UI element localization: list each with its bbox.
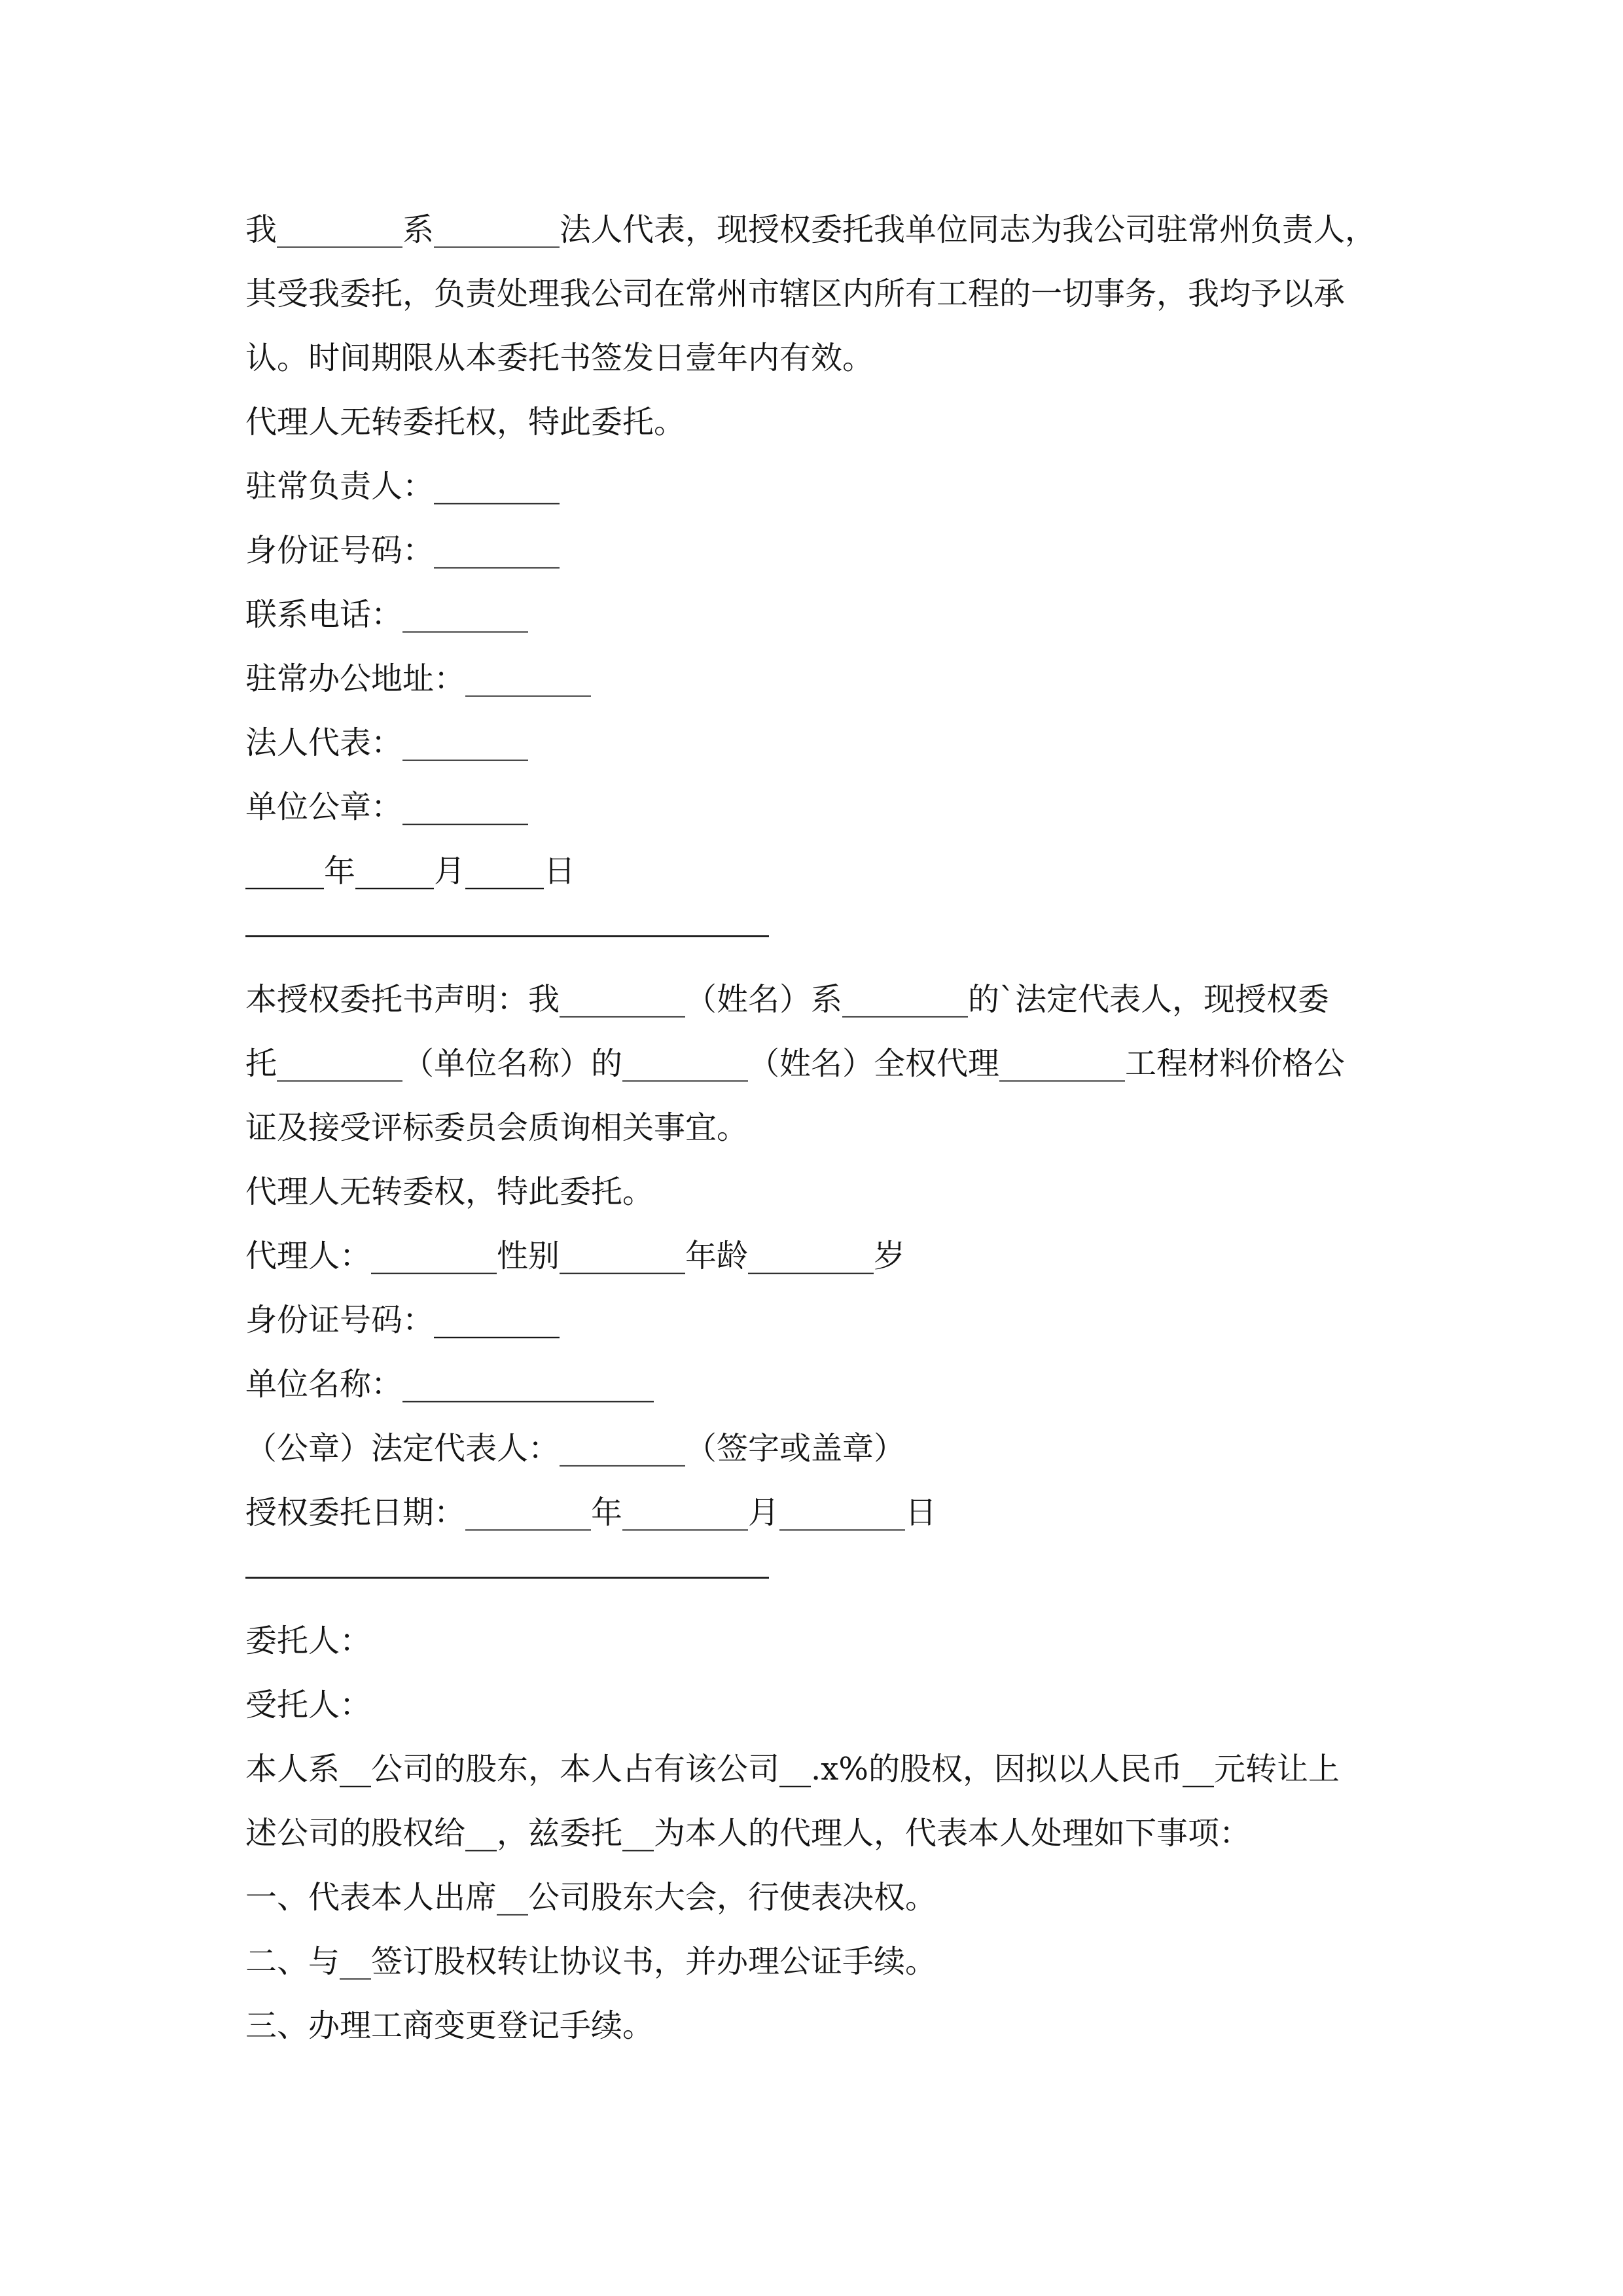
field-trustee: 受托人： [245, 1687, 372, 1723]
text-line: 我________系________法人代表，现授权委托我单位同志为我公司驻常州负责人， [245, 211, 1377, 248]
text-line: 本人系__公司的股东，本人占有该公司__.x%的股权，因拟以人民币__元转让上 [245, 1751, 1340, 1787]
field-legal-representative-signature: （公章）法定代表人：________（签字或盖章） [245, 1430, 906, 1467]
field-phone: 联系电话：________ [245, 596, 529, 633]
field-authorization-date: 授权委托日期：________年________月________日 [245, 1494, 937, 1531]
section-proxy-statement [245, 967, 1397, 1545]
list-item: 二、与__签订股权转让协议书，并办理公证手续。 [245, 1943, 937, 1980]
text-line: 认。时间期限从本委托书签发日壹年内有效。 [245, 340, 874, 376]
section-divider [245, 903, 1397, 967]
text-line: 代理人无转委托权，特此委托。 [245, 404, 686, 440]
text-line: 其受我委托，负责处理我公司在常州市辖区内所有工程的一切事务，我均予以承 [245, 276, 1346, 312]
field-id-number: 身份证号码：________ [245, 1302, 560, 1338]
field-office-address: 驻常办公地址：________ [245, 660, 592, 697]
field-company-name: 单位名称：________________ [245, 1366, 654, 1403]
list-item: 三、办理工商变更登记手续。 [245, 2007, 654, 2044]
field-principal: 委托人： [245, 1623, 372, 1659]
section-equity-transfer [245, 1609, 1397, 2058]
field-legal-representative: 法人代表：________ [245, 725, 529, 761]
field-id-number: 身份证号码：________ [245, 532, 560, 569]
text-line: 本授权委托书声明：我________（姓名）系________的`法定代表人，现授权委 [245, 981, 1330, 1018]
text-line: 托________（单位名称）的________（姓名）全权代理________工程材料价格公 [245, 1045, 1346, 1082]
section-branch-authorization [245, 198, 1397, 903]
list-item: 一、代表本人出席__公司股东大会，行使表决权。 [245, 1879, 937, 1916]
field-resident-manager: 驻常负责人：________ [245, 468, 560, 505]
field-agent-info: 代理人：________性别________年龄________岁 [245, 1238, 906, 1274]
section-divider [245, 1545, 1397, 1609]
document-body [245, 198, 1397, 2058]
field-company-seal: 单位公章：________ [245, 789, 529, 825]
text-line: 证及接受评标委员会质询相关事宜。 [245, 1109, 749, 1146]
text-line: 述公司的股权给__，兹委托__为本人的代理人，代表本人处理如下事项： [245, 1815, 1251, 1852]
field-date: _____年_____月_____日 [245, 853, 576, 889]
text-line: 代理人无转委权，特此委托。 [245, 1174, 654, 1210]
